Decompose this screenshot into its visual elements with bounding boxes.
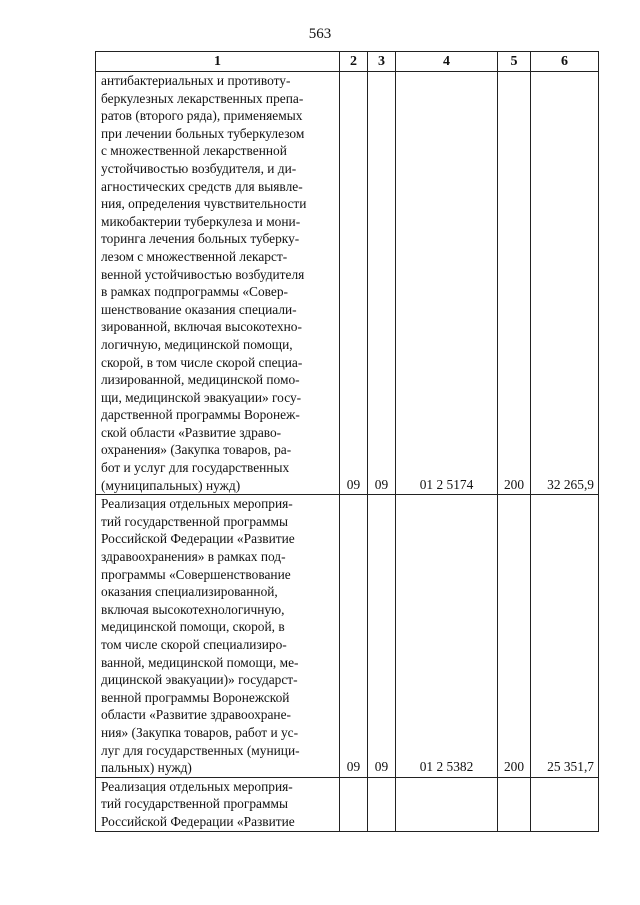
- description-line: Российской Федерации «Развитие: [101, 813, 295, 829]
- table-row: [96, 495, 599, 778]
- description-line: тий государственной программы: [101, 796, 288, 812]
- description-line: бот и услуг для государственных: [101, 460, 290, 476]
- description-line: тий государственной программы: [101, 513, 288, 529]
- description-line: оказания специализированной,: [101, 584, 278, 600]
- description-line: здравоохранения» в рамках под-: [101, 549, 286, 565]
- expense-type-code: 200: [498, 72, 531, 495]
- row-description: [96, 495, 340, 778]
- expense-type-code: [498, 777, 531, 831]
- description-line: микобактерии туберкулеза и мони-: [101, 213, 301, 229]
- description-line: беркулезных лекарственных препа-: [101, 90, 304, 106]
- subsection-code: 09: [368, 495, 396, 778]
- description-line: скорой, в том числе скорой специа-: [101, 354, 303, 370]
- description-line: агностических средств для выявле-: [101, 178, 303, 194]
- description-line: Реализация отдельных мероприя-: [101, 778, 293, 794]
- description-line: луг для государственных (муници-: [101, 742, 300, 758]
- description-line: венной устойчивостью возбудителя: [101, 266, 305, 282]
- description-line: дицинской эвакуации)» государст-: [101, 672, 298, 688]
- amount: [531, 777, 599, 831]
- description-line: пальных) нужд): [101, 760, 192, 776]
- description-line: щи, медицинской эвакуации» госу-: [101, 389, 302, 405]
- description-line: венной программы Воронежской: [101, 689, 290, 705]
- description-line: включая высокотехнологичную,: [101, 601, 285, 617]
- table-row: [96, 72, 599, 495]
- description-line: ния, определения чувствительности: [101, 196, 307, 212]
- description-line: лезом с множественной лекарст-: [101, 248, 288, 264]
- description-line: ванной, медицинской помощи, ме-: [101, 654, 299, 670]
- description-line: области «Развитие здравоохране-: [101, 707, 291, 723]
- column-header: 1: [96, 52, 340, 72]
- description-line: ния» (Закупка товаров, работ и ус-: [101, 724, 299, 740]
- header-row: [96, 52, 599, 72]
- section-code: 09: [340, 495, 368, 778]
- expense-type-code: 200: [498, 495, 531, 778]
- target-article-code: 01 2 5382: [396, 495, 498, 778]
- subsection-code: 09: [368, 72, 396, 495]
- target-article-code: 01 2 5174: [396, 72, 498, 495]
- column-header: 4: [396, 52, 498, 72]
- description-line: шенствование оказания специали-: [101, 301, 297, 317]
- description-line: медицинской помощи, скорой, в: [101, 619, 285, 635]
- description-line: Российской Федерации «Развитие: [101, 531, 295, 547]
- description-line: в рамках подпрограммы «Совер-: [101, 284, 289, 300]
- row-description: [96, 777, 340, 831]
- table-row: [96, 777, 599, 831]
- amount: 25 351,7: [531, 495, 599, 778]
- section-code: [340, 777, 368, 831]
- description-line: (муниципальных) нужд): [101, 477, 241, 493]
- column-header: 5: [498, 52, 531, 72]
- column-header: 3: [368, 52, 396, 72]
- description-line: зированной, включая высокотехно-: [101, 319, 302, 335]
- description-line: том числе скорой специализиро-: [101, 637, 287, 652]
- column-header: 2: [340, 52, 368, 72]
- description-line: при лечении больных туберкулезом: [101, 125, 305, 141]
- description-line: торинга лечения больных туберку-: [101, 231, 300, 247]
- description-line: программы «Совершенствование: [101, 566, 291, 582]
- budget-table: [95, 51, 599, 832]
- description-line: лизированной, медицинской помо-: [101, 372, 300, 388]
- target-article-code: [396, 777, 498, 831]
- description-line: ской области «Развитие здраво-: [101, 424, 282, 440]
- description-line: ратов (второго ряда), применяемых: [101, 108, 303, 124]
- description-line: логичную, медицинской помощи,: [101, 336, 293, 352]
- description-line: Реализация отдельных мероприя-: [101, 496, 293, 512]
- row-description: [96, 72, 340, 495]
- subsection-code: [368, 777, 396, 831]
- page-number: 563: [308, 26, 332, 42]
- description-line: антибактериальных и противоту-: [101, 73, 291, 88]
- column-header: 6: [531, 52, 599, 72]
- description-line: охранения» (Закупка товаров, ра-: [101, 442, 292, 458]
- section-code: 09: [340, 72, 368, 495]
- description-line: с множественной лекарственной: [101, 143, 287, 159]
- amount: 32 265,9: [531, 72, 599, 495]
- description-line: устойчивостью возбудителя, и ди-: [101, 160, 297, 176]
- description-line: дарственной программы Воронеж-: [101, 407, 300, 423]
